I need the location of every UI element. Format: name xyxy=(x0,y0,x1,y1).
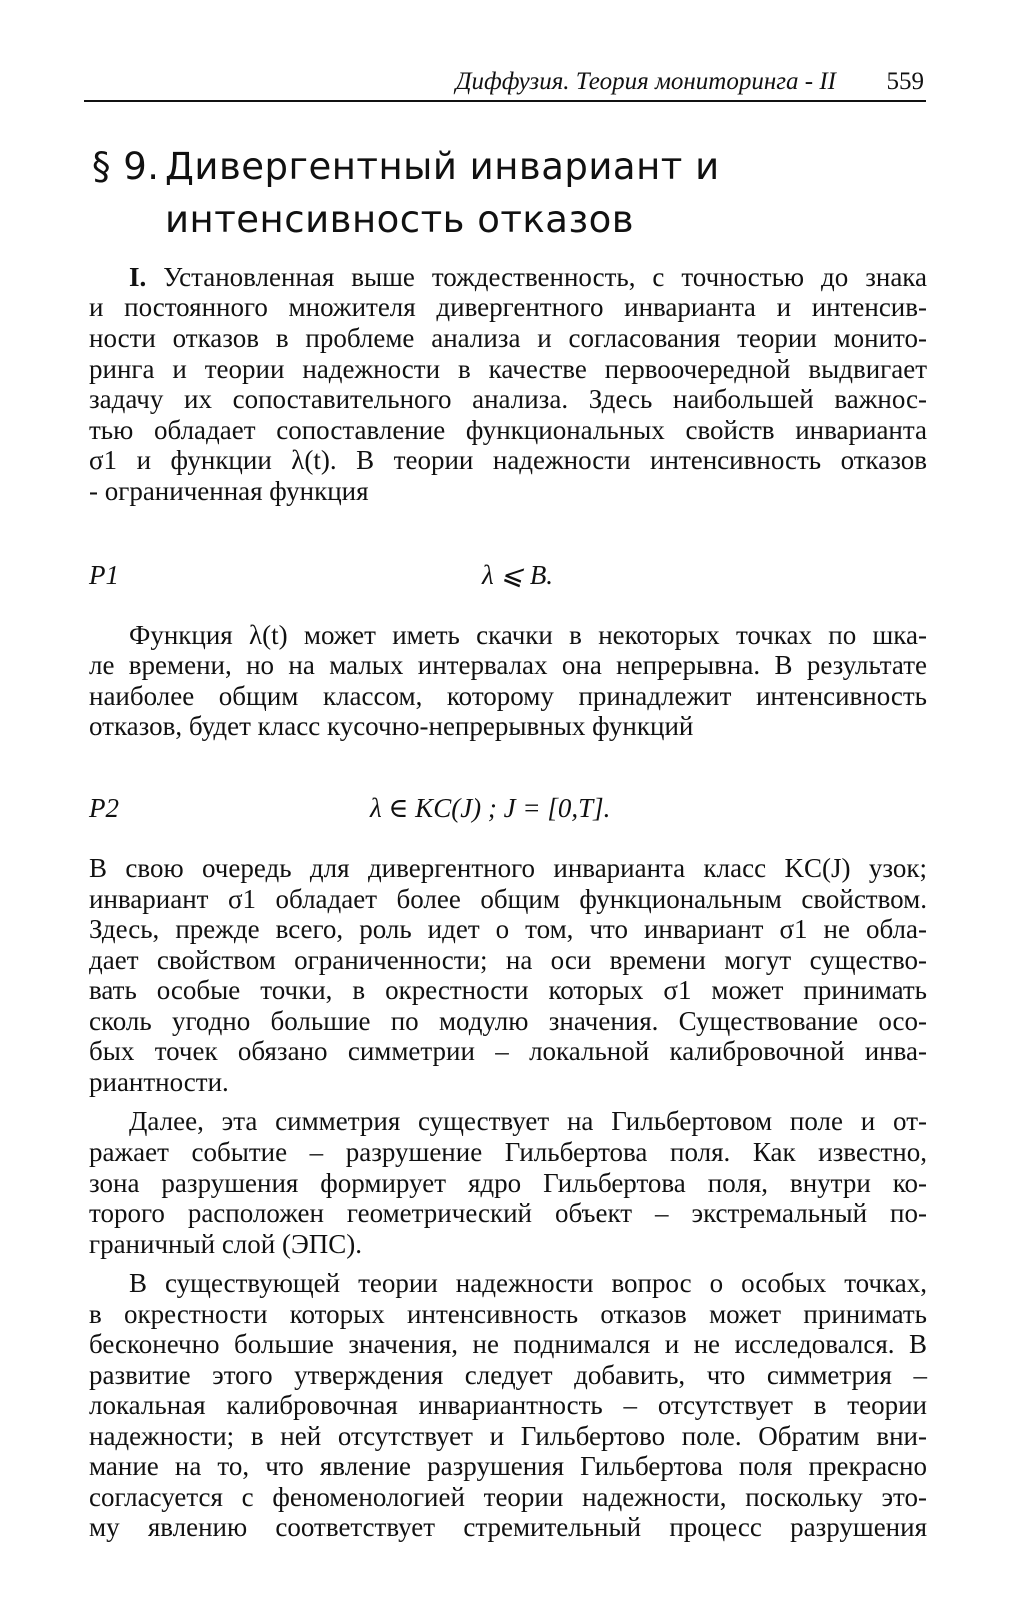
formula-label: P2 xyxy=(89,793,119,823)
paragraph-4-line-4: торого расположен геометрический объект – экстремальный по- xyxy=(89,1198,927,1228)
paragraph-5-line-7: мание на то, что явление разрушения Гильбертова поля прекрасно xyxy=(89,1451,927,1481)
paragraph-3-line-3: Здесь, прежде всего, роль идет о том, что инвариант σ1 не обла- xyxy=(89,914,927,944)
formula-expression: λ ⩽ B. xyxy=(482,560,554,590)
formula-p2 xyxy=(0,793,1031,827)
paragraph-1-line-4: ринга и теории надежности в качестве первоочередной выдвигает xyxy=(89,354,927,384)
section-number: § 9. xyxy=(92,145,160,188)
paragraph-1-line-5: задачу их сопоставительного анализа. Здесь наибольшей важнос- xyxy=(89,384,927,414)
running-head-title: Диффузия. Теория мониторинга - II xyxy=(455,68,836,95)
paragraph-3-line-5: вать особые точки, в окрестности которых σ1 может принимать xyxy=(89,975,927,1005)
paragraph-5-line-3: бесконечно большие значения, не поднимался и не исследовался. В xyxy=(89,1329,927,1359)
paragraph-5-line-2: в окрестности которых интенсивность отказов может принимать xyxy=(89,1299,927,1329)
section-title-line-2: интенсивность отказов xyxy=(165,198,635,241)
paragraph-5-line-4: развитие этого утверждения следует добавить, что симметрия – xyxy=(89,1360,927,1390)
text-line: Далее, эта симметрия существует на Гильбертовом поле и от- xyxy=(129,1106,927,1136)
paragraph-1-line-8: - ограниченная функция xyxy=(89,476,369,506)
paragraph-1-line-1 xyxy=(89,262,927,293)
paragraph-2-line-3: наиболее общим классом, которому принадлежит интенсивность xyxy=(89,681,927,711)
paragraph-3-line-4: дает свойством ограниченности; на оси времени могут существо- xyxy=(89,945,927,975)
text-line: Установленная выше тождественность, с точностью до знака xyxy=(163,262,927,292)
paragraph-2-line-1 xyxy=(89,620,927,651)
paragraph-4-line-2: ражает событие – разрушение Гильбертова поля. Как известно, xyxy=(89,1137,927,1167)
page-number: 559 xyxy=(886,68,924,95)
paragraph-4-line-3: зона разрушения формирует ядро Гильбертова поля, внутри ко- xyxy=(89,1168,927,1198)
formula-expression: λ ∈ KC(J) ; J = [0,T]. xyxy=(370,793,611,823)
text-line: В существующей теории надежности вопрос о особых точках, xyxy=(129,1268,927,1298)
paragraph-3-line-6: сколь угодно большие по модулю значения. Существование осо- xyxy=(89,1006,927,1036)
section-title-line-1: Дивергентный инвариант и xyxy=(165,145,720,188)
running-head xyxy=(84,62,926,102)
paragraph-4-line-1 xyxy=(89,1106,927,1137)
paragraph-3-line-8: риантности. xyxy=(89,1067,229,1097)
paragraph-5-line-1 xyxy=(89,1268,927,1299)
paragraph-5-line-6: надежности; в ней отсутствует и Гильбертово поле. Обратим вни- xyxy=(89,1421,927,1451)
paragraph-5-line-8: согласуется с феноменологией теории надежности, поскольку это- xyxy=(89,1482,927,1512)
paragraph-1-line-7: σ1 и функции λ(t). В теории надежности интенсивность отказов xyxy=(89,445,927,475)
paragraph-1-line-6: тью обладает сопоставление функциональных свойств инварианта xyxy=(89,415,927,445)
formula-label: P1 xyxy=(89,560,119,590)
section-heading xyxy=(92,140,720,246)
text-line: Функция λ(t) может иметь скачки в некоторых точках по шка- xyxy=(129,620,927,650)
paragraph-lead: I. xyxy=(129,262,147,292)
paragraph-2-line-4: отказов, будет класс кусочно-непрерывных функций xyxy=(89,711,694,741)
paragraph-3-line-1: В свою очередь для дивергентного инварианта класс KC(J) узок; xyxy=(89,853,927,883)
paragraph-5-line-5: локальная калибровочная инвариантность – отсутствует в теории xyxy=(89,1390,927,1420)
paragraph-2-line-2: ле времени, но на малых интервалах она непрерывна. В результате xyxy=(89,650,927,680)
paragraph-1-line-3: ности отказов в проблеме анализа и согласования теории монито- xyxy=(89,323,927,353)
paragraph-4-line-5: граничный слой (ЭПС). xyxy=(89,1229,363,1259)
paragraph-1-line-2: и постоянного множителя дивергентного инварианта и интенсив- xyxy=(89,292,927,322)
formula-p1 xyxy=(0,560,1031,594)
paragraph-5-line-9: му явлению соответствует стремительный процесс разрушения xyxy=(89,1512,927,1542)
paragraph-3-line-2: инвариант σ1 обладает более общим функциональным свойством. xyxy=(89,884,927,914)
paragraph-3-line-7: бых точек обязано симметрии – локальной калибровочной инва- xyxy=(89,1036,927,1066)
